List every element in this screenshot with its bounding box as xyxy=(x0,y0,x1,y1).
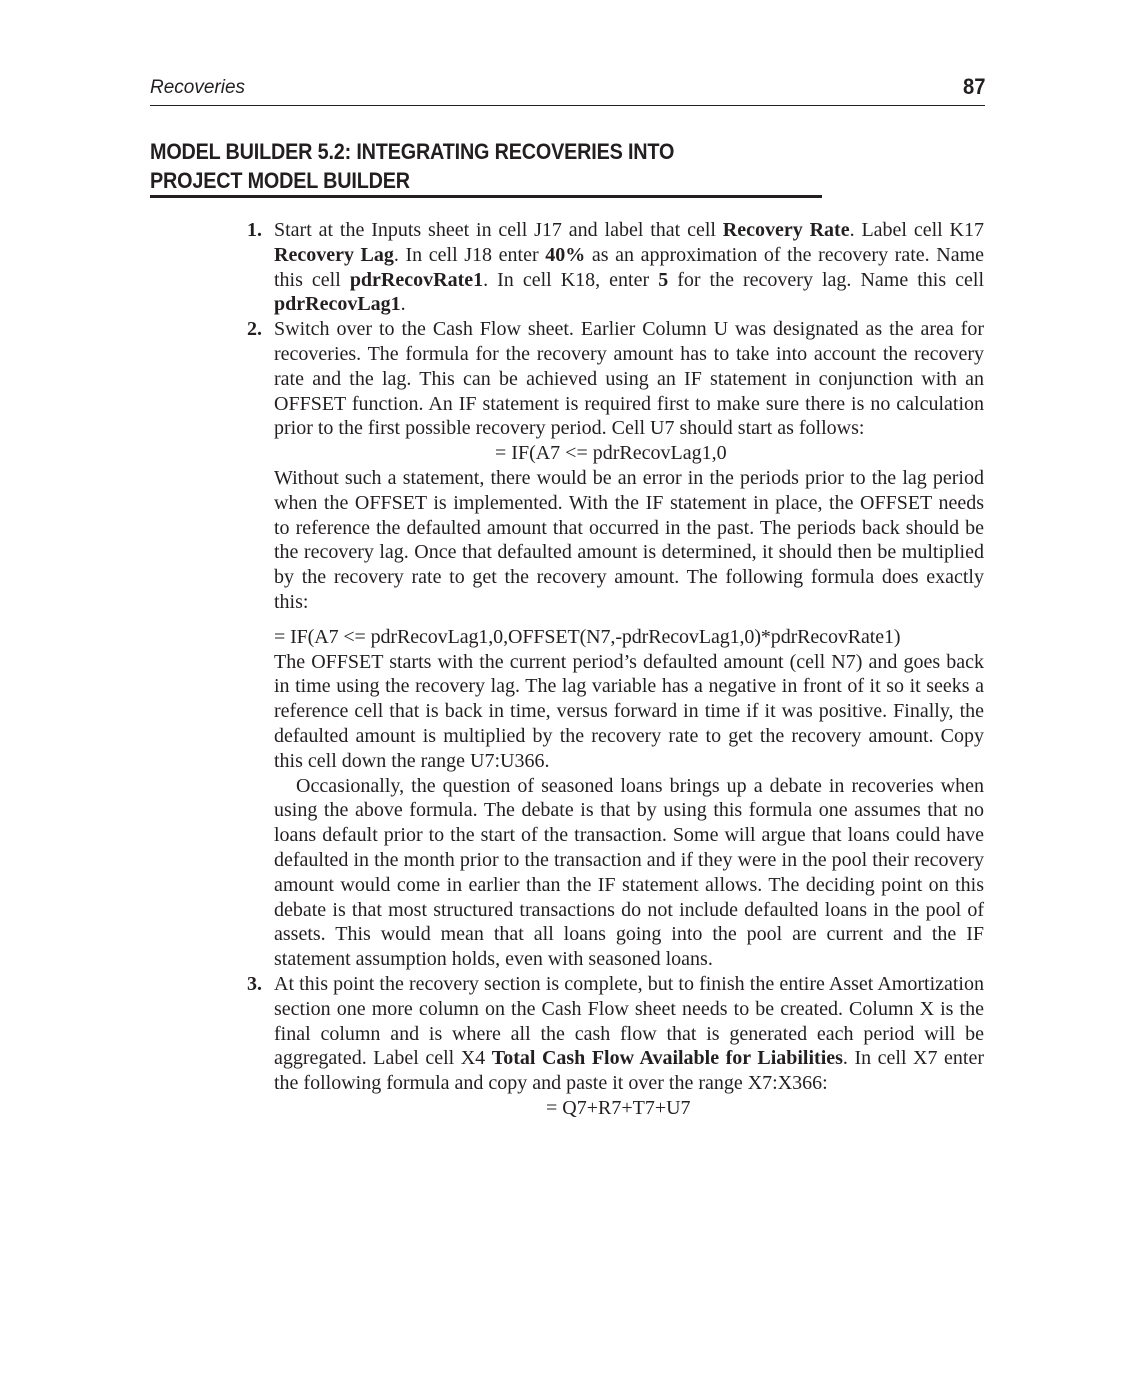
page-number: 87 xyxy=(962,74,985,99)
step-3-text: At this point the recovery section is complete, but to finish the entire Asset Amortization section one more column on the Cash Flow sheet needs to be created. Column X is the final column and is where all the cash flow that is generated each period will be aggregated. Label cell X4 Total Cash Flow Available for Liabilities. In cell X7 enter the following formula and copy and paste it over the range X7:X366: xyxy=(274,972,984,1095)
running-head: Recoveries xyxy=(150,77,246,98)
step-2-paragraph-4: Occasionally, the question of seasoned loans brings up a debate in recoveries when using the above formula. The debate is that by using this formula one assumes that no loans default prior to the start of the transaction. Some will argue that loans could have defaulted in the month prior to the transaction and if they were in the pool their recovery amount would come in earlier than the IF statement allows. The deciding point on this debate is that most structured transactions do not include defaulted loans in the pool of assets. This would mean that all loans going into the pool are current and the IF statement assumption holds, even with seasoned loans. xyxy=(274,774,984,971)
section-title xyxy=(150,137,822,198)
formula-total-cash-flow: = Q7+R7+T7+U7 xyxy=(546,1096,691,1119)
step-2-intro: Switch over to the Cash Flow sheet. Earlier Column U was designated as the area for recoveries. The formula for the recovery amount has to take into account the recovery rate and the lag. This can be achieved using an IF statement in conjunction with an OFFSET function. An IF statement is required first to make sure there is no calculation prior to the first possible recovery period. Cell U7 should start as follows: xyxy=(274,318,984,440)
step-number: 1. xyxy=(247,219,262,241)
step-2-paragraph-2: Without such a statement, there would be an error in the periods prior to the lag period when the OFFSET is implemented. With the IF statement in place, the OFFSET needs to reference the defaulted amount that occurred in the past. The periods back should be the recovery lag. Once that defaulted amount is determined, it should then be multiplied by the recovery rate to get the recovery amount. The following formula does exactly this: xyxy=(274,466,984,613)
step-list xyxy=(247,218,985,1121)
step-3 xyxy=(247,972,984,1121)
formula-if-offset: = IF(A7 <= pdrRecovLag1,0,OFFSET(N7,-pdrRecovLag1,0)*pdrRecovRate1) xyxy=(274,625,901,648)
formula-if-start: = IF(A7 <= pdrRecovLag1,0 xyxy=(495,442,727,465)
step-number: 2. xyxy=(247,318,262,341)
step-1-text: Start at the Inputs sheet in cell J17 and label that cell Recovery Rate. Label cell K17 Recovery Lag. In cell J18 enter 40% as an approximation of the recovery rate. Name this cell pdrRecovRate1. In cell K18, enter 5 for the recovery lag. Name this cell pdrRecovLag1. xyxy=(274,219,985,316)
page-header xyxy=(150,74,985,106)
step-1 xyxy=(247,218,985,317)
section-title-line-1: MODEL BUILDER 5.2: INTEGRATING RECOVERIES INTO xyxy=(150,139,675,164)
step-number: 3. xyxy=(247,972,262,995)
step-2-paragraph-3: The OFFSET starts with the current period’s defaulted amount (cell N7) and goes back in time using the recovery lag. The lag variable has a negative in front of it so it seeks a reference cell that is back in time, versus forward in time if it was positive. Finally, the defaulted amount is multiplied by the recovery rate to get the recovery amount. Copy this cell down the range U7:U366. xyxy=(274,650,984,772)
step-2 xyxy=(247,317,984,972)
section-title-line-2: PROJECT MODEL BUILDER xyxy=(150,168,410,193)
